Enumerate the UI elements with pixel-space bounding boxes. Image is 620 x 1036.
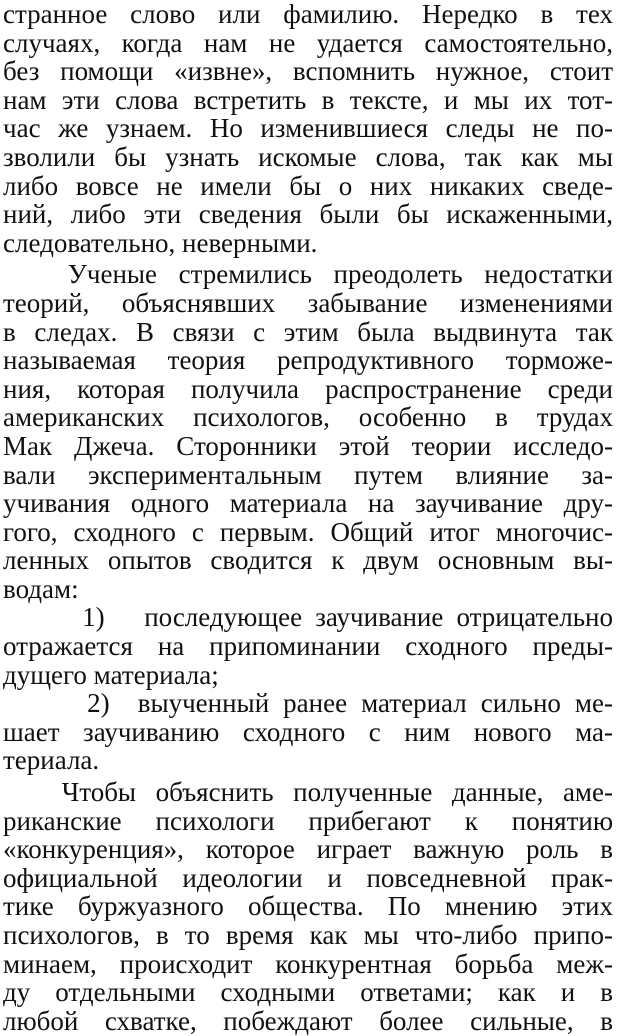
- paragraph-1: [3, 0, 613, 257]
- text-line: минаем, происходит конкурентная борьба меж-: [3, 948, 613, 979]
- text-line: шает заучиванию сходного с ним нового ма-: [3, 716, 613, 747]
- text-line: любой схватке, побеждают более сильные, в: [3, 1005, 613, 1036]
- paragraph-2: [3, 260, 613, 603]
- text-line: официальной идеологии и повседневной прак-: [3, 862, 613, 893]
- list-item-2: [3, 689, 613, 775]
- text-line: риканские психологи прибегают к понятию: [3, 805, 613, 836]
- text-line: ния, которая получила распространение среди: [3, 373, 613, 404]
- text-line: американских психологов, особенно в трудах: [3, 402, 613, 433]
- text-line: вали экспериментальным путем влияние за-: [3, 459, 613, 490]
- text-line: случаях, когда нам не удается самостоятельно,: [3, 27, 613, 58]
- text-line: 1) последующее заучивание отрицательно: [3, 602, 613, 633]
- text-line: гого, сходного с первым. Общий итог многочис-: [3, 516, 613, 547]
- text-line: либо вовсе не имели бы о них никаких сведе-: [3, 170, 613, 201]
- text-line: следовательно, неверными.: [3, 227, 318, 258]
- text-line: ний, либо эти сведения были бы искаженными,: [3, 199, 613, 230]
- paragraph-3: [3, 778, 613, 1035]
- text-line: ду отдельными сходными ответами; как и в: [3, 977, 613, 1008]
- text-line: теорий, объяснявших забывание изменениями: [3, 287, 613, 318]
- text-line: странное слово или фамилию. Нередко в тех: [3, 0, 613, 29]
- text-line: водам:: [3, 573, 79, 604]
- document-page: [3, 0, 613, 1035]
- text-line: учивания одного материала на заучивание дру-: [3, 488, 613, 519]
- text-line: нам эти слова встретить в тексте, и мы их тот-: [3, 84, 613, 115]
- list-item-1: [3, 603, 613, 689]
- text-line: зволили бы узнать искомые слова, так как мы: [3, 141, 613, 172]
- text-line: Чтобы объяснить полученные данные, аме-: [3, 777, 613, 808]
- text-line: 2) выученный ранее материал сильно ме-: [3, 688, 613, 719]
- text-line: ленных опытов сводится к двум основным вы-: [3, 545, 613, 576]
- text-line: «конкуренция», которое играет важную роль в: [3, 834, 613, 865]
- text-line: называемая теория репродуктивного торможе-: [3, 345, 613, 376]
- text-line: тике буржуазного общества. По мнению этих: [3, 891, 613, 922]
- text-line: без помощи «извне», вспомнить нужное, стоит: [3, 56, 613, 87]
- text-line: психологов, в то время как мы что-либо припо-: [3, 920, 613, 950]
- text-line: отражается на припоминании сходного преды-: [3, 631, 613, 662]
- text-line: Ученые стремились преодолеть недостатки: [3, 259, 613, 290]
- text-line: дущего материала;: [3, 659, 219, 690]
- text-line: час же узнаем. Но изменившиеся следы не по-: [3, 113, 613, 144]
- text-line: в следах. В связи с этим была выдвинута так: [3, 316, 613, 347]
- text-line: териала.: [3, 745, 100, 776]
- text-line: Мак Джеча. Сторонники этой теории исследо-: [3, 430, 613, 461]
